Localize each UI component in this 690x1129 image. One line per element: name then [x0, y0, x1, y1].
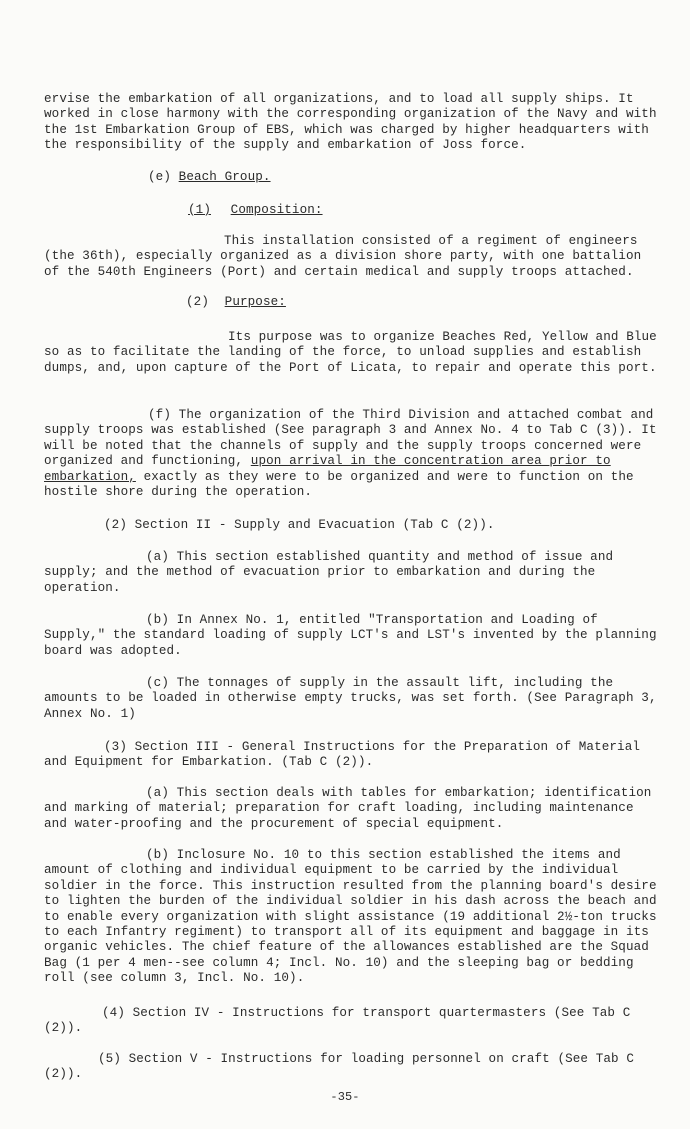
paragraph-text: The organization of the Third Division and attached combat and supply troops was established (See paragraph 3 and Annex No. 4 to Tab C (3)). It will be noted that the channels of supply and the supply troops concerned were organized and functioning,: [44, 408, 657, 469]
heading-section-iv: [44, 1006, 660, 1037]
heading-section-v: [44, 1052, 660, 1083]
heading-beach-group: [148, 170, 690, 185]
paragraph-section-ii-c: [44, 676, 660, 722]
paragraph-text: This installation consisted of a regiment of engineers (the 36th), especially organized as a division shore party, with one battalion of the 540th Engineers (Port) and certain medical and supply troops attached.: [44, 234, 642, 279]
heading-title: Purpose:: [224, 295, 286, 309]
heading-label: (1): [188, 203, 211, 217]
paragraph-section-iii-b: [44, 848, 660, 987]
heading-title: (5) Section V - Instructions for loading personnel on craft (See Tab C (2)).: [44, 1052, 635, 1082]
paragraph-label: (b): [146, 848, 169, 862]
heading-title: Beach Group.: [178, 170, 271, 184]
paragraph-continuation: [44, 92, 660, 154]
paragraph-text: The tonnages of supply in the assault lift, including the amounts to be loaded in otherwise empty trucks, was set forth. (See Paragraph 3, Annex No. 1): [44, 676, 657, 721]
heading-section-ii: [104, 518, 660, 533]
paragraph-label: (a): [146, 550, 169, 564]
heading-section-iii: [44, 740, 660, 771]
heading-label: (2): [186, 295, 209, 309]
paragraph-text: Its purpose was to organize Beaches Red, Yellow and Blue so as to facilitate the landing of the force, to unload supplies and establish dumps, and, upon capture of the Port of Licata, to repair and operate this port.: [44, 330, 657, 375]
paragraph-section-ii-b: [44, 613, 660, 659]
heading-purpose: [186, 295, 690, 310]
paragraph-text: ervise the embarkation of all organizations, and to load all supply ships. It worked in close harmony with the corresponding organization of the Navy and with the 1st Embarkation Group of EBS, which was charged by higher headquarters with the responsibility of the supply and embarkation of Joss force.: [44, 92, 657, 153]
page-number: -35-: [330, 1090, 360, 1104]
heading-title: Composition:: [230, 203, 323, 217]
paragraph-text: exactly as they were to be organized and were to function on the hostile shore during the operation.: [44, 469, 634, 500]
paragraph-label: (c): [146, 676, 169, 690]
heading-title: (2) Section II - Supply and Evacuation (Tab C (2)).: [104, 518, 495, 532]
paragraph-f: [44, 408, 660, 500]
paragraph-text: This section deals with tables for embarkation; identification and marking of material; preparation for craft loading, including maintenance and water-proofing and the procurement of special equipment.: [44, 786, 652, 831]
paragraph-section-ii-a: [44, 550, 660, 596]
heading-title: (4) Section IV - Instructions for transport quartermasters (See Tab C (2)).: [44, 1006, 631, 1036]
heading-title: (3) Section III - General Instructions for the Preparation of Material and Equipment for Embarkation. (Tab C (2)).: [44, 740, 641, 770]
paragraph-composition: [44, 234, 660, 280]
underlined-text: upon arrival in the concentration area prior to embarkation,: [44, 454, 611, 484]
paragraph-text: Inclosure No. 10 to this section established the items and amount of clothing and individual equipment to be carried by the individual soldier in the force. This instruction resulted from the planning board's desire to lighten the burden of the individual soldier in his dash across the beach and to enable every organization with slight assistance (19 additional 2½-ton trucks to each Infantry regiment) to transport all of its equipment and baggage in its organic vehicles. The chief feature of the allowances established are the Squad Bag (1 per 4 men--see column 4; Incl. No. 10) and the sleeping bag or bedding roll (see column 3, Incl. No. 10).: [44, 848, 657, 986]
heading-label: (e): [148, 170, 171, 184]
paragraph-section-iii-a: [44, 786, 660, 832]
paragraph-label: (b): [146, 613, 169, 627]
paragraph-text: In Annex No. 1, entitled "Transportation and Loading of Supply," the standard loading of supply LCT's and LST's invented by the planning board was adopted.: [44, 613, 657, 658]
heading-composition: [188, 203, 690, 218]
paragraph-label: (a): [146, 786, 169, 800]
paragraph-purpose: [44, 330, 660, 376]
paragraph-text: This section established quantity and method of issue and supply; and the method of evacuation prior to embarkation and during the operation.: [44, 550, 614, 595]
paragraph-label: (f): [148, 408, 171, 422]
